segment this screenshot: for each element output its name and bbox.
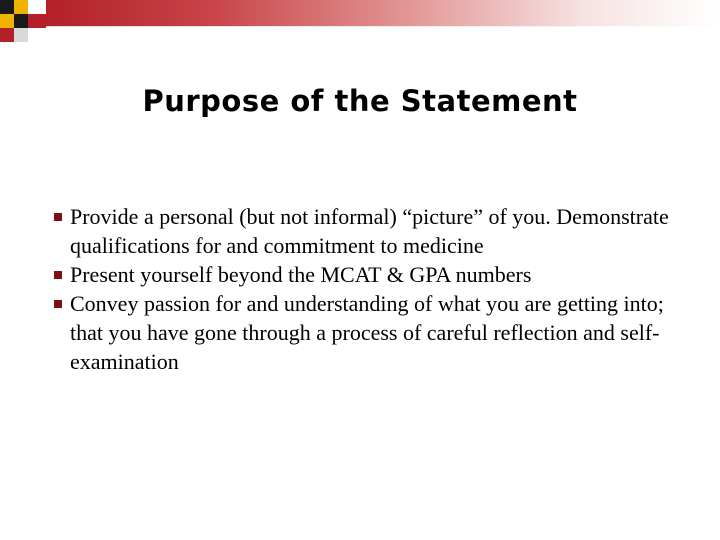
bullet-text: Present yourself beyond the MCAT & GPA numbers <box>70 262 532 287</box>
bullet-text: Convey passion for and understanding of what you are getting into; that you have gone through a process of careful reflection and self-examination <box>70 291 664 374</box>
bullet-text: Provide a personal (but not informal) “picture” of you. Demonstrate qualifications for and commitment to medicine <box>70 204 669 258</box>
bullet-item <box>54 289 694 376</box>
square-bullet-icon <box>54 300 62 308</box>
square-bullet-icon <box>54 271 62 279</box>
slide-title: Purpose of the Statement <box>142 84 578 118</box>
header-gradient-bar <box>46 0 720 26</box>
square-bullet-icon <box>54 213 62 221</box>
bullet-list <box>54 202 694 376</box>
bullet-item <box>54 260 694 289</box>
header-divider <box>46 26 720 27</box>
bullet-item <box>54 202 694 260</box>
